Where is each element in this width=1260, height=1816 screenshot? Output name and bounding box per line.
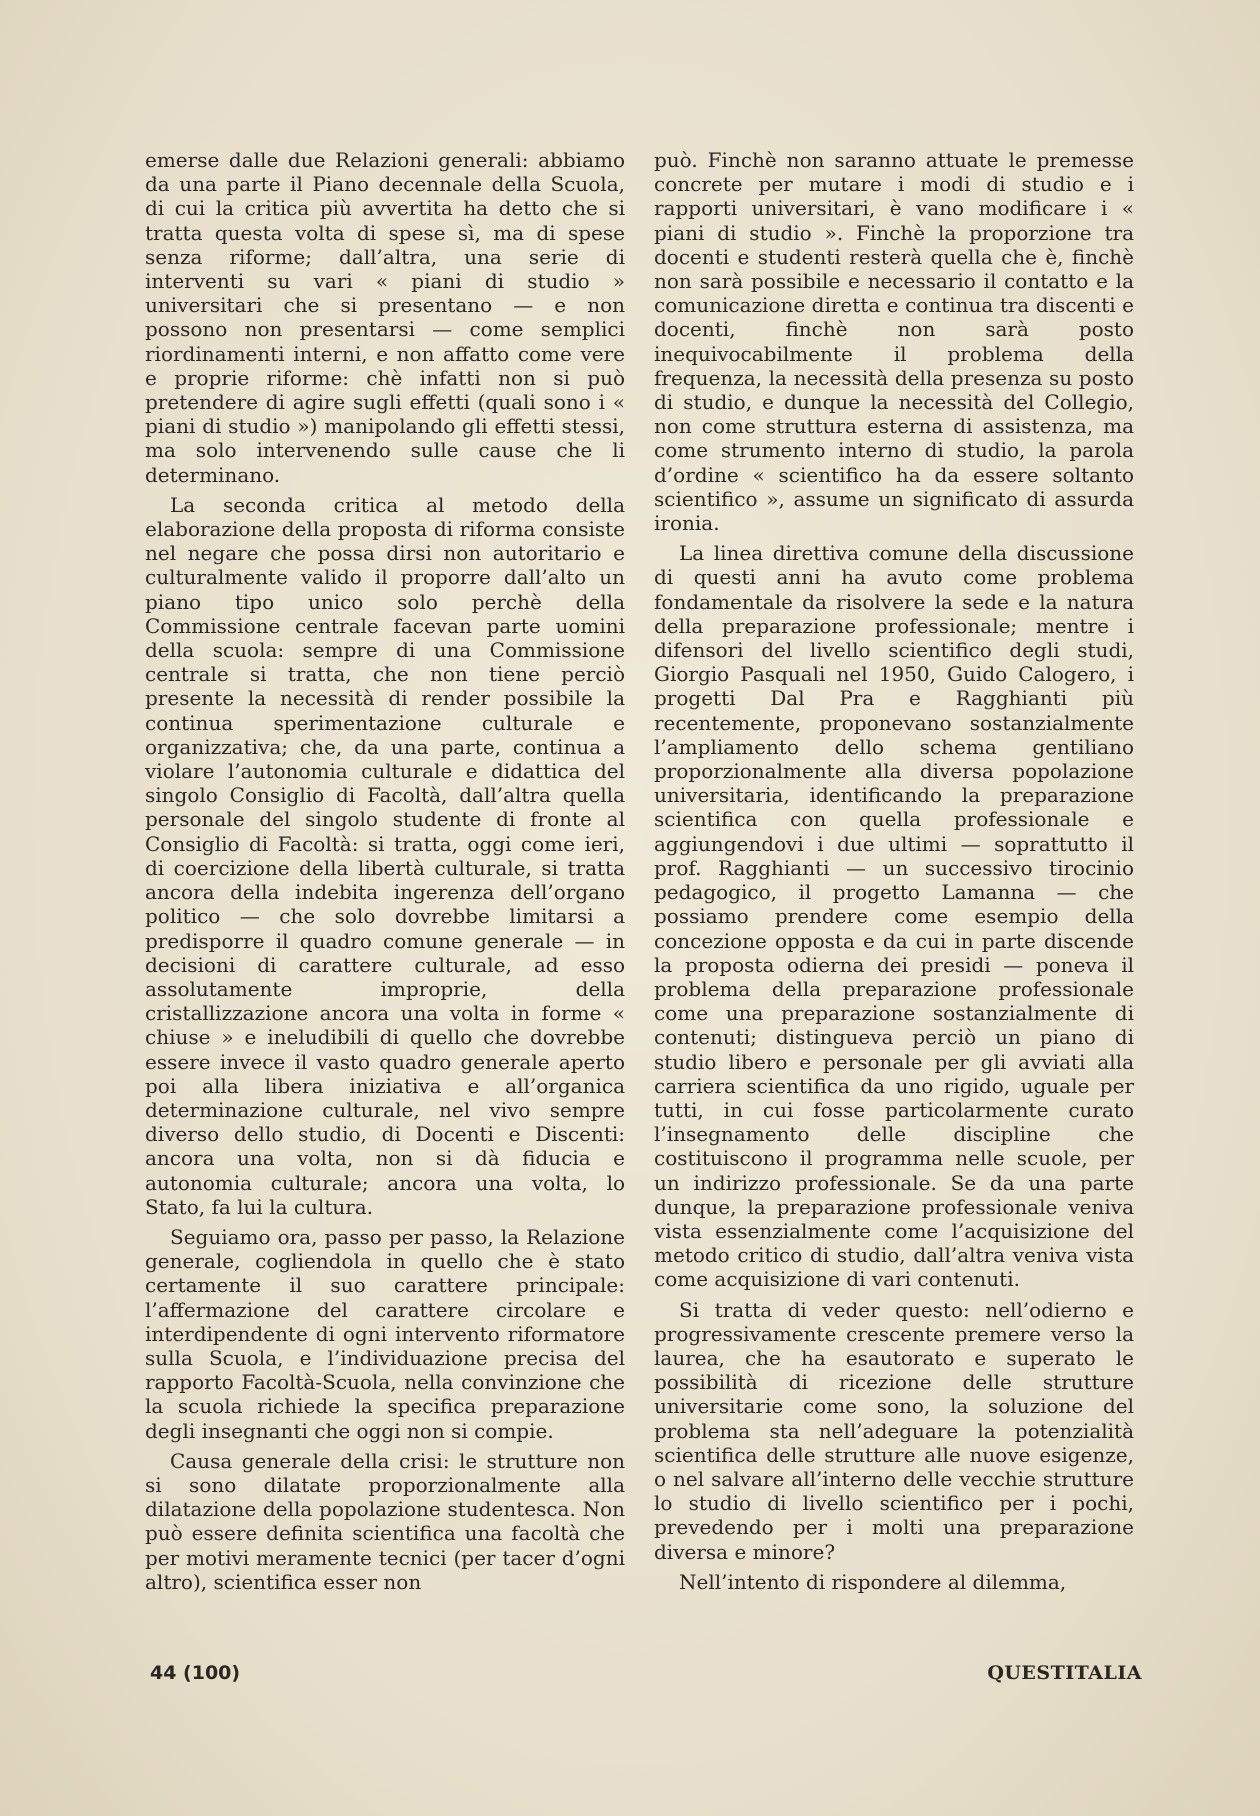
page-number: 44 (100) [150, 1662, 241, 1684]
paragraph: Seguiamo ora, passo per passo, la Relazione generale, cogliendola in quello che è stato certamente il suo carattere principale: l’affermazione del carattere circolare e interdipendente di ogni intervento riformatore sulla Scuola, e l’individuazione precisa del rapporto Facoltà-Scuola, nella convinzione che la scuola richiede la specifica preparazione degli insegnanti che oggi non si compie. [145, 1224, 625, 1443]
magazine-name: QUESTITALIA [987, 1662, 1142, 1684]
left-column [145, 148, 625, 1600]
paragraph: Nell’intento di rispondere al dilemma, [679, 1569, 1067, 1594]
paragraph: La linea direttiva comune della discussione di questi anni ha avuto come problema fondamentale da risolvere la sede e la natura della preparazione professionale; mentre i difensori del livello scientifico degli studi, Giorgio Pasquali nel 1950, Guido Calogero, i progetti Dal Pra e Ragghianti più recentemente, proponevano sostanzialmente l’ampliamento dello schema gentiliano proporzionalmente alla diversa popolazione universitaria, identificando la preparazione scientifica con quella professionale e aggiungendovi i due ultimi — soprattutto il prof. Ragghianti — un successivo tirocinio pedagogico, il progetto Lamanna — che possiamo prendere come esempio della concezione opposta e da cui in parte discende la proposta odierna dei presidi — poneva il problema della preparazione professionale come una preparazione sostanzialmente di contenuti; distingueva perciò un piano di studio libero e personale per gli avviati alla carriera scientifica da uno rigido, uguale per tutti, in cui fosse particolarmente curato l’insegnamento delle discipline che costituiscono il programma nelle scuole, per un indirizzo professionale. Se da una parte dunque, la preparazione professionale veniva vista essenzialmente come l’acquisizione del metodo critico di studio, dall’altra veniva vista come acquisizione di vari contenuti. [654, 541, 1134, 1292]
paragraph: emerse dalle due Relazioni generali: abbiamo da una parte il Piano decennale della Scuola, di cui la critica più avvertita ha detto che si tratta questa volta di spese sì, ma di spese senza riforme; dall’altra, una serie di interventi su vari « piani di studio » universitari che si presentano — e non possono non presentarsi — come semplici riordinamenti interni, e non affatto come vere e proprie riforme: chè infatti non si può pretendere di agire sugli effetti (quali sono i « piani di studio ») manipolando gli effetti stessi, ma solo intervenendo sulle cause che li determinano. [145, 148, 625, 487]
paragraph: La seconda critica al metodo della elaborazione della proposta di riforma consiste nel negare che possa dirsi non autoritario e culturalmente valido il proporre dall’alto un piano tipo unico solo perchè della Commissione centrale facevan parte uomini della scuola: sempre di una Commissione centrale si tratta, che non tiene perciò presente la necessità di render possibile la continua sperimentazione culturale e organizzativa; che, da una parte, continua a violare l’autonomia culturale e didattica del singolo Consiglio di Facoltà, dall’altra quella personale del singolo studente di fronte al Consiglio di Facoltà: si tratta, oggi come ieri, di coercizione della libertà culturale, si tratta ancora della indebita ingerenza dell’organo politico — che solo dovrebbe limitarsi a predisporre il quadro comune generale — in decisioni di carattere culturale, ad esso assolutamente improprie, della cristallizzazione ancora una volta in forme « chiuse » e ineludibili di quello che dovrebbe essere invece il vasto quadro generale aperto poi alla libera iniziativa e all’organica determinazione culturale, nel vivo sempre diverso dello studio, di Docenti e Discenti: ancora una volta, non si dà fiducia e autonomia culturale; ancora una volta, lo Stato, fa lui la cultura. [145, 492, 625, 1219]
right-column [654, 148, 1134, 1600]
paragraph: Causa generale della crisi: le strutture non si sono dilatate proporzionalmente alla dilatazione della popolazione studentesca. Non può essere definita scientifica una facoltà che per motivi meramente tecnici (per tacer d’ogni altro), scientifica esser non [145, 1448, 625, 1594]
paragraph: Si tratta di veder questo: nell’odierno e progressivamente crescente premere verso la laurea, che ha esautorato e superato le possibilità di ricezione delle strutture universitarie come sono, la soluzione del problema sta nell’adeguare la potenzialità scientifica delle strutture alle nuove esigenze, o nel salvare all’interno delle vecchie strutture lo studio di livello scientifico per i pochi, prevedendo per i molti una preparazione diversa e minore? [654, 1297, 1134, 1564]
paragraph: può. Finchè non saranno attuate le premesse concrete per mutare i modi di studio e i rapporti universitari, è vano modificare i « piani di studio ». Finchè la proporzione tra docenti e studenti resterà quella che è, finchè non sarà possibile e necessario il contatto e la comunicazione diretta e continua tra discenti e docenti, finchè non sarà posto inequivocabilmente il problema della frequenza, la necessità della presenza su posto di studio, e dunque la necessità del Collegio, non come struttura esterna di assistenza, ma come strumento interno di studio, la parola d’ordine « scientifico ha da essere soltanto scientifico », assume un significato di assurda ironia. [654, 148, 1134, 536]
